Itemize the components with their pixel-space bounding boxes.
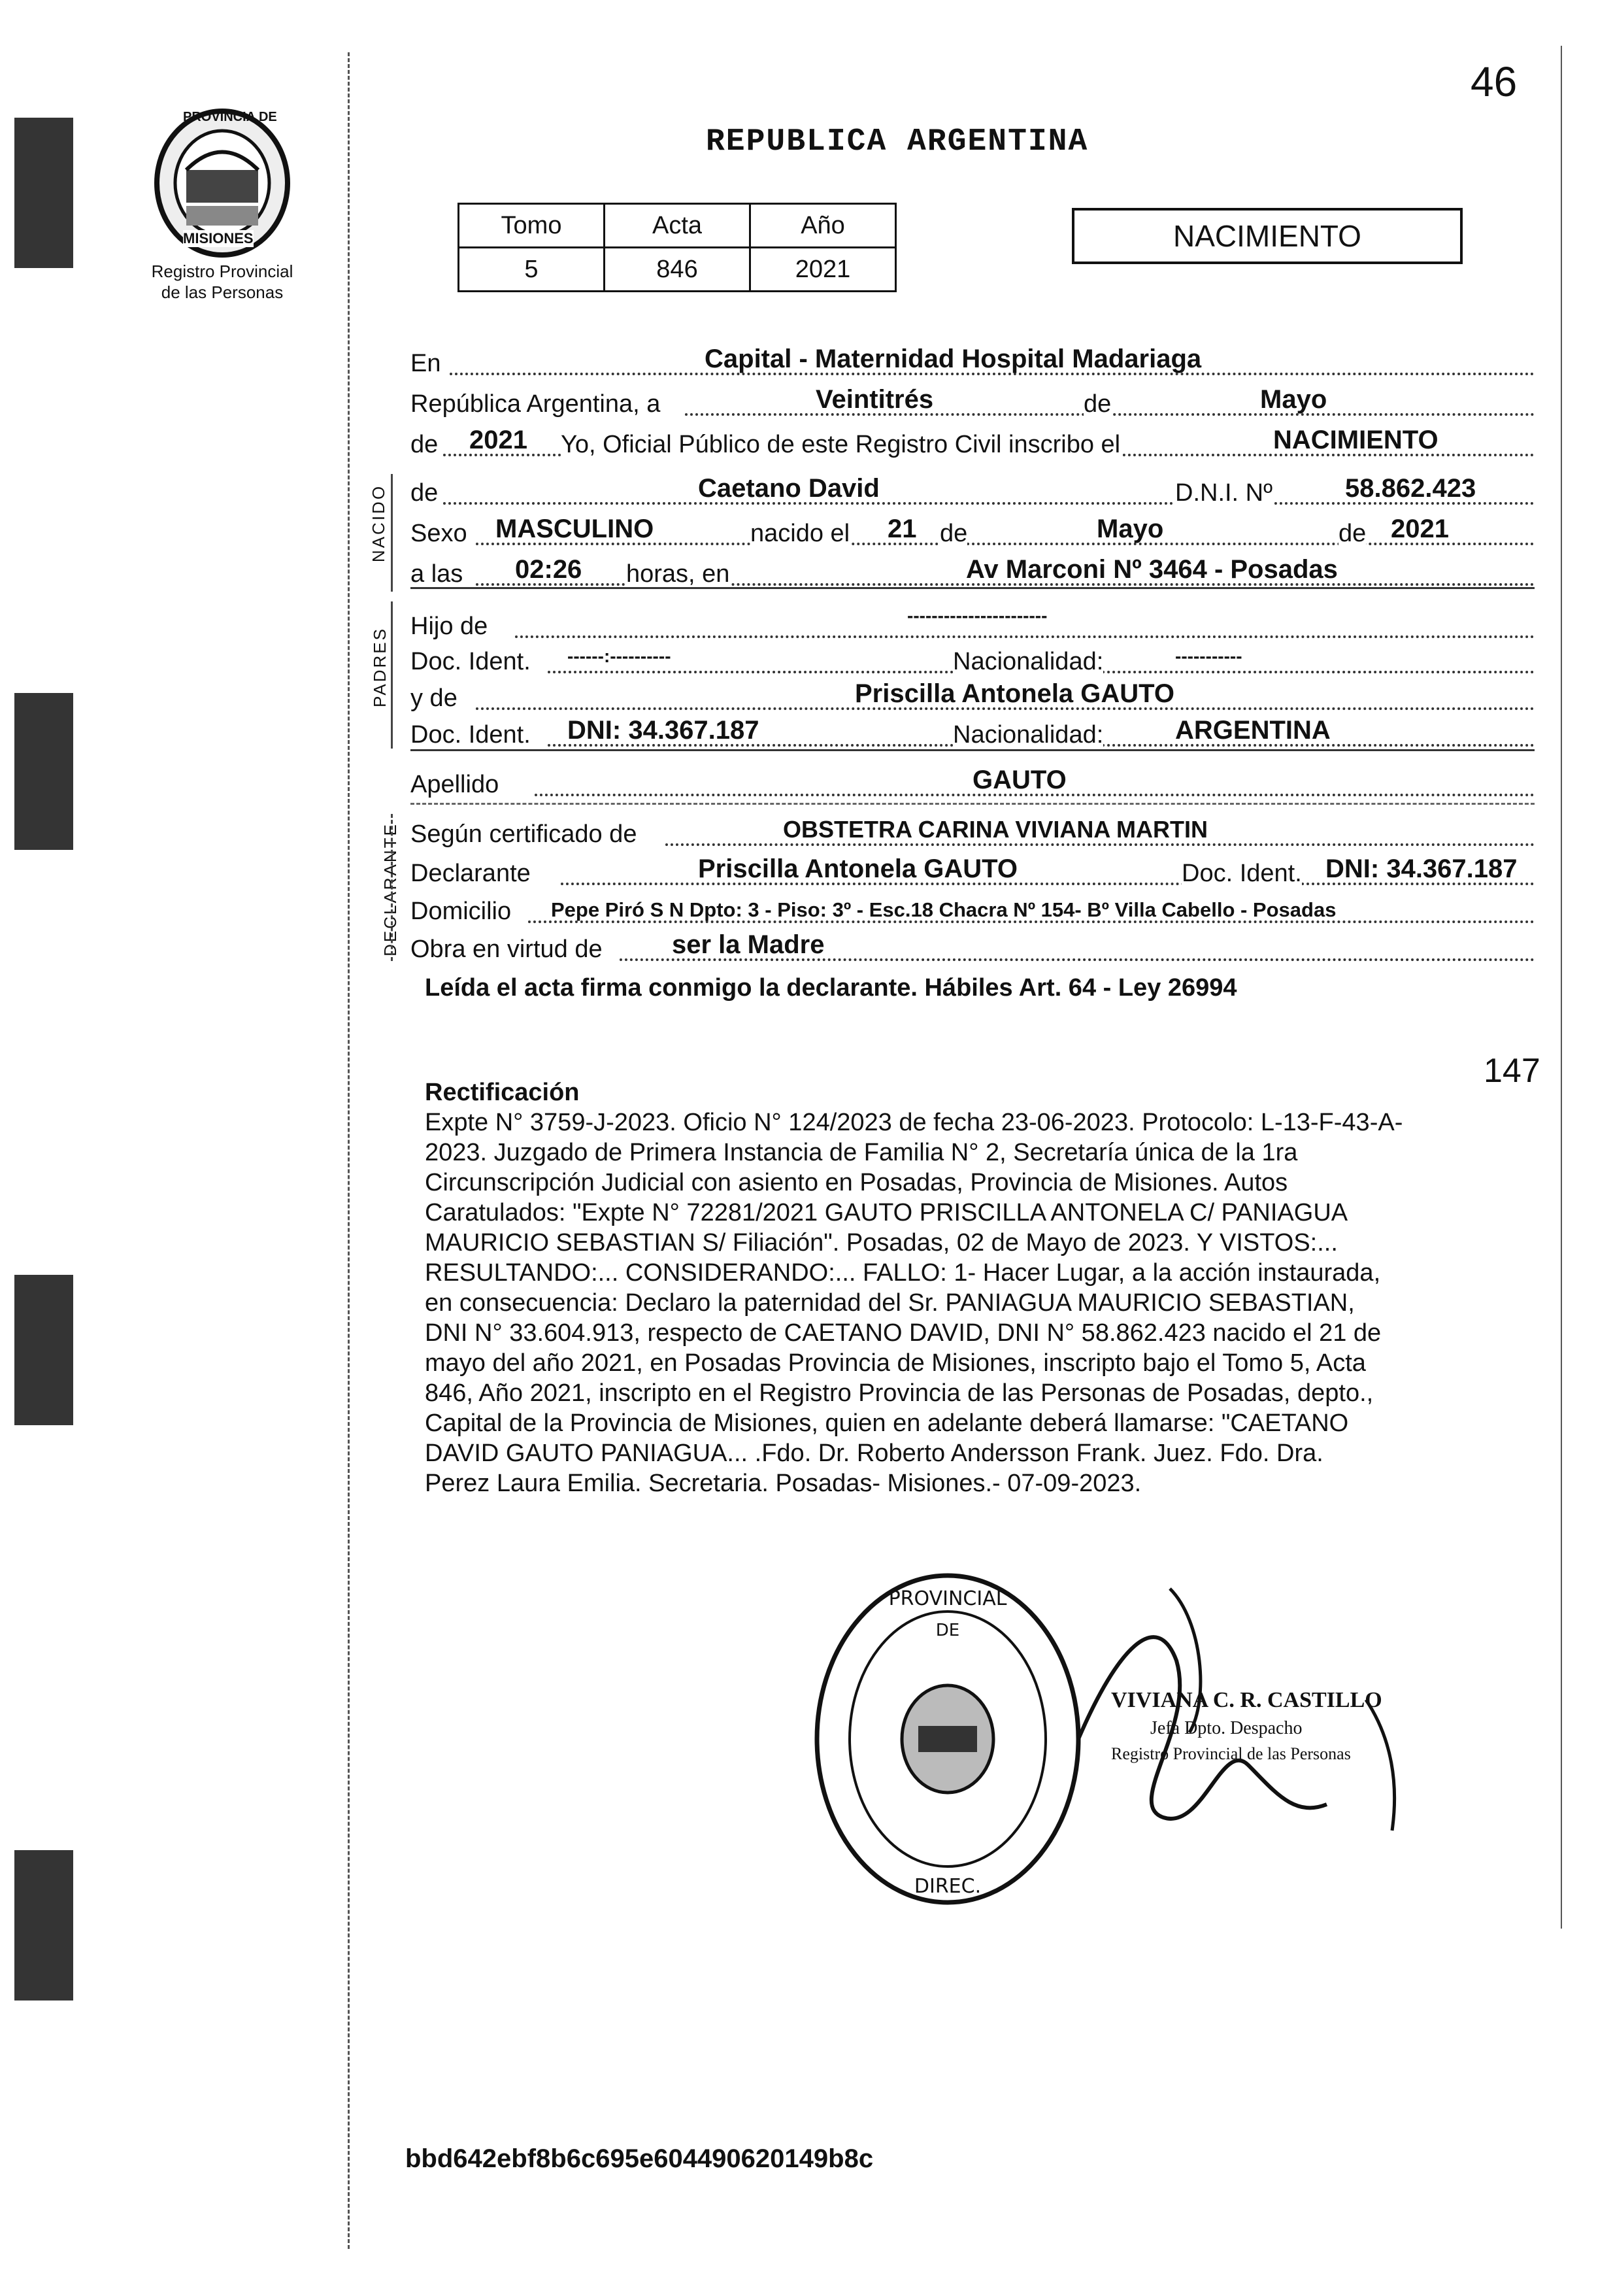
row-hijo-de	[410, 603, 1535, 643]
label-en: En	[410, 350, 441, 377]
record-table	[457, 203, 897, 292]
official-stamp	[804, 1562, 1091, 1916]
document-hash: bbd642ebf8b6c695e604490620149b8c	[405, 2144, 874, 2173]
rectification-line: 2023. Juzgado de Primera Instancia de Familia N° 2, Secretaría única de la 1ra	[425, 1139, 1298, 1166]
value-nac-anio: 2021	[1391, 515, 1449, 543]
value-direccion: Av Marconi Nº 3464 - Posadas	[966, 555, 1338, 584]
value-obra: ser la Madre	[672, 930, 825, 959]
rectification-body	[425, 1107, 1529, 1498]
label-domicilio: Domicilio	[410, 898, 512, 925]
section-divider	[391, 814, 393, 961]
signature-role: Jefa Dpto. Despacho	[1150, 1718, 1303, 1738]
value-padre: -----------------------	[907, 605, 1048, 626]
registry-line-1: Registro Provincial	[151, 262, 293, 281]
value-padre-nac: -----------	[1175, 646, 1242, 666]
section-divider	[391, 474, 393, 592]
value-certificado: OBSTETRA CARINA VIVIANA MARTIN	[783, 816, 1208, 843]
label-declarante: Declarante	[410, 860, 531, 887]
row-apellido	[410, 761, 1535, 802]
label-dni: D.N.I. Nº	[1175, 479, 1272, 507]
label-yo: Yo, Oficial Público de este Registro Civil inscribo el	[561, 431, 1121, 458]
label-de-2: de	[410, 431, 439, 458]
rectification-line: Capital de la Provincia de Misiones, quien en adelante deberá llamarse: "CAETANO	[425, 1410, 1349, 1437]
row-padre-doc	[410, 638, 1535, 679]
label-apellido: Apellido	[410, 771, 499, 798]
registry-line-2: de las Personas	[161, 282, 284, 302]
rectification-number: 147	[1484, 1052, 1540, 1090]
value-nombre: Caetano David	[698, 474, 880, 503]
row-y-de	[410, 675, 1535, 715]
rectification-line: Perez Laura Emilia. Secretaria. Posadas- Misiones.- 07-09-2023.	[425, 1470, 1142, 1497]
value-hora: 02:26	[515, 555, 582, 584]
row-inscripcion	[410, 421, 1535, 462]
row-fecha	[410, 380, 1535, 421]
scan-artifact	[14, 1850, 73, 2001]
rectification-line: Circunscripción Judicial con asiento en Posadas, Provincia de Misiones. Autos	[425, 1169, 1288, 1196]
label-nacionalidad-2: Nacionalidad:	[953, 721, 1104, 749]
row-sexo	[410, 510, 1535, 550]
value-anio: 2021	[469, 426, 527, 454]
label-nacido-el: nacido el	[750, 520, 850, 547]
section-label-nacido: NACIDO	[369, 484, 389, 563]
rectification-line: RESULTANDO:... CONSIDERANDO:... FALLO: 1- Hacer Lugar, a la acción instaurada,	[425, 1259, 1381, 1287]
scan-artifact	[14, 118, 73, 268]
label-de: de	[1084, 390, 1112, 418]
row-domicilio	[410, 888, 1535, 928]
table-cell: 2021	[750, 248, 896, 292]
label-sexo: Sexo	[410, 520, 467, 547]
value-declarante: Priscilla Antonela GAUTO	[698, 854, 1018, 883]
value-declarante-doc: DNI: 34.367.187	[1325, 854, 1518, 883]
closing-line: Leída el acta firma conmigo la declarante. Hábiles Art. 64 - Ley 26994	[425, 974, 1237, 1002]
svg-text:DIREC.: DIREC.	[914, 1875, 982, 1898]
row-madre-doc	[410, 711, 1535, 752]
seal-text-bottom: MISIONES	[183, 230, 254, 246]
label-de-3: de	[410, 479, 439, 507]
row-hora	[410, 550, 1535, 591]
rectification-line: Expte N° 3759-J-2023. Oficio N° 124/2023 de fecha 23-06-2023. Protocolo: L-13-F-43-A-	[425, 1109, 1403, 1136]
label-hijo-de: Hijo de	[410, 613, 488, 640]
label-doc-ident: Doc. Ident.	[410, 648, 531, 675]
section-divider	[391, 601, 393, 749]
signature-scribble	[1065, 1569, 1431, 1857]
value-dni: 58.862.423	[1345, 474, 1476, 503]
table-cell: 846	[605, 248, 750, 292]
table-header: Acta	[605, 204, 750, 248]
left-margin-line	[348, 52, 350, 2249]
rectification-line: en consecuencia: Declaro la paternidad del Sr. PANIAGUA MAURICIO SEBASTIAN,	[425, 1289, 1355, 1317]
value-nac-mes: Mayo	[1097, 515, 1164, 543]
value-dia: Veintitrés	[816, 385, 934, 414]
rectification-line: 846, Año 2021, inscripto en el Registro Provincia de las Personas de Posadas, depto.,	[425, 1379, 1374, 1407]
value-madre: Priscilla Antonela GAUTO	[855, 679, 1175, 708]
label-de-5: de	[1339, 520, 1367, 547]
svg-text:PROVINCIAL: PROVINCIAL	[888, 1587, 1007, 1610]
value-apellido: GAUTO	[973, 766, 1067, 794]
row-obra	[410, 926, 1535, 966]
country-title: REPUBLICA ARGENTINA	[706, 124, 1089, 160]
value-madre-nac: ARGENTINA	[1175, 716, 1331, 745]
label-republica: República Argentina, a	[410, 390, 661, 418]
scan-artifact	[14, 1275, 73, 1425]
right-margin-line	[1561, 46, 1562, 1929]
rectification-line: mayo del año 2021, en Posadas Provincia de Misiones, inscripto bajo el Tomo 5, Acta	[425, 1349, 1366, 1377]
page-number: 46	[1471, 58, 1518, 105]
label-a-las: a las	[410, 560, 463, 588]
separator	[410, 749, 1535, 751]
svg-text:DE: DE	[935, 1621, 960, 1640]
value-tipo: NACIMIENTO	[1273, 426, 1438, 454]
label-de-4: de	[940, 520, 968, 547]
record-type: NACIMIENTO	[1173, 219, 1361, 253]
value-mes: Mayo	[1260, 385, 1327, 414]
seal-text-top: PROVINCIA DE	[183, 110, 277, 124]
signature-name: VIVIANA C. R. CASTILLO	[1111, 1688, 1382, 1712]
rectification-line: Caratulados: "Expte N° 72281/2021 GAUTO PRISCILLA ANTONELA C/ PANIAGUA	[425, 1199, 1348, 1226]
value-nac-dia: 21	[888, 515, 917, 543]
table-header: Año	[750, 204, 896, 248]
label-obra: Obra en virtud de	[410, 936, 603, 963]
label-y-de: y de	[410, 684, 457, 712]
section-label-padres: PADRES	[370, 627, 390, 707]
row-nombre	[410, 469, 1535, 510]
scan-artifact	[14, 693, 73, 850]
separator	[410, 587, 1535, 589]
label-horas-en: horas, en	[626, 560, 730, 588]
row-lugar	[410, 340, 1535, 380]
rectification-line: DNI N° 33.604.913, respecto de CAETANO DAVID, DNI N° 58.862.423 nacido el 21 de	[425, 1319, 1382, 1347]
label-doc-ident-3: Doc. Ident.	[1182, 860, 1302, 887]
value-lugar: Capital - Maternidad Hospital Madariaga	[705, 345, 1202, 373]
row-certificado	[410, 811, 1535, 851]
row-declarante	[410, 850, 1535, 890]
value-domicilio: Pepe Piró S N Dpto: 3 - Piso: 3º - Esc.18 Chacra Nº 154- Bº Villa Cabello - Posadas	[551, 898, 1337, 921]
label-segun: Según certificado de	[410, 820, 637, 848]
rectification-title: Rectificación	[425, 1079, 580, 1106]
table-header: Tomo	[459, 204, 605, 248]
table-cell: 5	[459, 248, 605, 292]
label-doc-ident-2: Doc. Ident.	[410, 721, 531, 749]
signature-org: Registro Provincial de las Personas	[1111, 1744, 1351, 1763]
section-label-declarante: DECLARANTE	[380, 822, 400, 956]
rectification-line: DAVID GAUTO PANIAGUA... .Fdo. Dr. Roberto Andersson Frank. Juez. Fdo. Dra.	[425, 1440, 1323, 1467]
label-nacionalidad: Nacionalidad:	[953, 648, 1104, 675]
record-type-box	[1072, 208, 1463, 264]
value-sexo: MASCULINO	[495, 515, 654, 543]
rectification-line: MAURICIO SEBASTIAN S/ Filiación". Posadas, 02 de Mayo de 2023. Y VISTOS:...	[425, 1229, 1338, 1257]
separator	[410, 803, 1535, 805]
value-padre-doc: ------:----------	[567, 646, 671, 666]
value-madre-doc: DNI: 34.367.187	[567, 716, 759, 745]
